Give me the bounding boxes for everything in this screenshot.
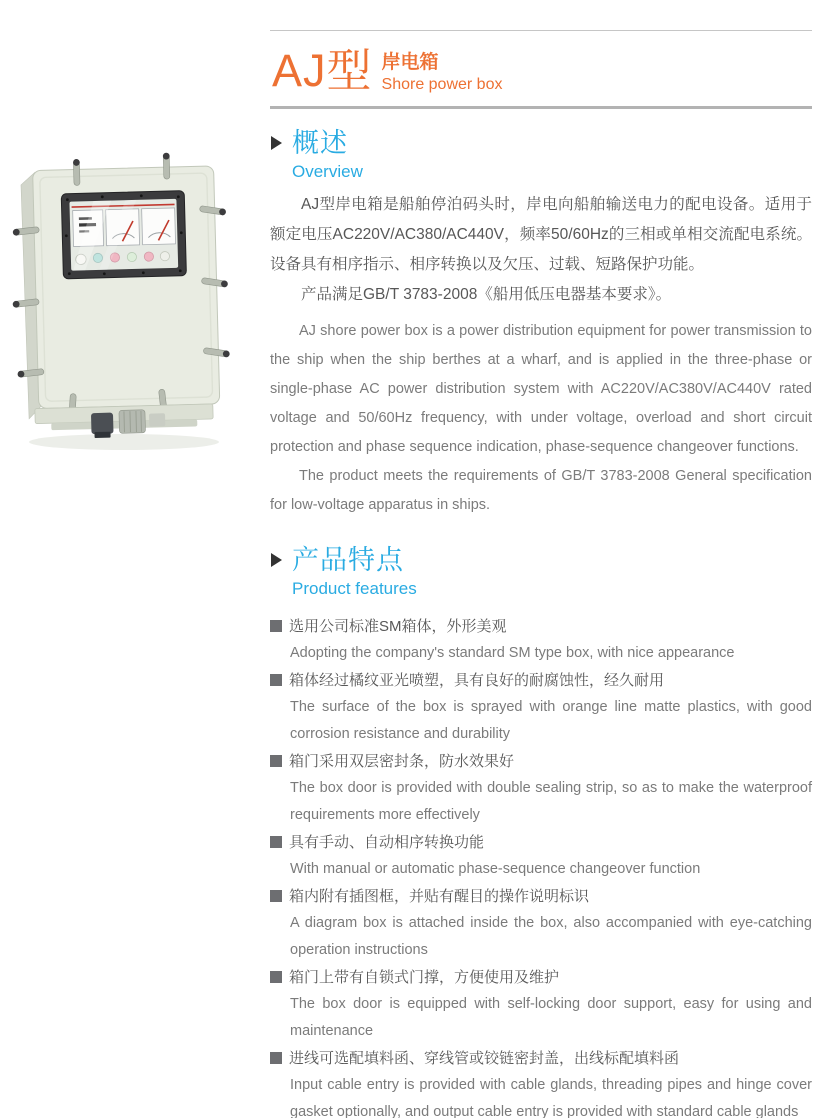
feature-list [270, 613, 812, 1118]
latch-clamp-icon [73, 159, 80, 186]
bullet-square-icon [270, 971, 282, 983]
feature-cn-line [270, 667, 812, 694]
product-subtitle-en: Shore power box [381, 76, 503, 93]
cable-gland-icon [91, 413, 114, 439]
gland-block [149, 413, 165, 426]
feature-cn-line [270, 829, 812, 856]
feature-en-text: Adopting the company's standard SM type box, with nice appearance [290, 645, 735, 661]
bullet-square-icon [270, 1052, 282, 1064]
feature-cn-line [270, 1045, 812, 1072]
feature-cn-text: 选用公司标准SM箱体，外形美观 [289, 618, 507, 635]
feature-en-text: A diagram box is attached inside the box, also accompanied with eye-catching operation instructions [290, 915, 812, 958]
feature-cn-text: 箱门采用双层密封条，防水效果好 [289, 753, 515, 770]
feature-en-text: With manual or automatic phase-sequence changeover function [290, 861, 701, 877]
section-arrow-icon [271, 553, 282, 567]
product-subtitle-cn: 岸电箱 [381, 52, 439, 73]
feature-cn-line [270, 883, 812, 910]
feature-item [270, 829, 812, 883]
feature-cn-text: 箱体经过橘纹亚光喷塑，具有良好的耐腐蚀性，经久耐用 [289, 672, 665, 689]
feature-item [270, 667, 812, 748]
feature-cn-line [270, 748, 812, 775]
product-photo [4, 132, 266, 466]
features-section-header [270, 545, 812, 599]
overview-en-paragraph: The product meets the requirements of GB/T 3783-2008 General specification for low-voltage apparatus in ships. [270, 468, 812, 513]
product-model-title: AJ型 [272, 45, 373, 96]
features-title-en: Product features [292, 579, 417, 598]
feature-cn-line [270, 964, 812, 991]
overview-cn-paragraphs [270, 190, 812, 310]
overview-cn-paragraph: 产品满足GB/T 3783-2008《船用低压电器基本要求》。 [301, 286, 672, 303]
top-divider [270, 30, 812, 31]
product-subtitle [382, 51, 503, 95]
analog-meter-icon [142, 208, 176, 245]
overview-en-paragraphs [270, 317, 812, 520]
feature-en-text: The box door is equipped with self-locking door support, easy for using and maintenance [290, 996, 812, 1039]
feature-cn-text: 进线可选配填料函、穿线管或铰链密封盖，出线标配填料函 [289, 1050, 680, 1067]
feature-item [270, 964, 812, 1045]
cable-gland-icon [119, 410, 146, 434]
features-title-cn: 产品特点 [292, 545, 404, 575]
feature-cn-text: 箱内附有插图框，并贴有醒目的操作说明标识 [289, 888, 590, 905]
features-section [270, 545, 812, 1118]
main-content [270, 128, 812, 1118]
feature-cn-text: 箱门上带有自锁式门撑，方便使用及维护 [289, 969, 560, 986]
overview-section-header [270, 128, 812, 182]
feature-cn-text: 具有手动、自动相序转换功能 [289, 834, 485, 851]
latch-clamp-icon [163, 153, 170, 180]
page-header [272, 42, 502, 100]
shadow [29, 434, 219, 450]
feature-cn-line [270, 613, 812, 640]
header-divider [270, 106, 812, 109]
bullet-square-icon [270, 836, 282, 848]
feature-item [270, 748, 812, 829]
bullet-square-icon [270, 755, 282, 767]
feature-item [270, 1045, 812, 1118]
feature-en-text: The surface of the box is sprayed with orange line matte plastics, with good corrosion resistance and durability [290, 699, 812, 742]
bullet-square-icon [270, 890, 282, 902]
meter-window [61, 191, 186, 279]
feature-item [270, 883, 812, 964]
bullet-square-icon [270, 674, 282, 686]
overview-cn-paragraph: AJ型岸电箱是船舶停泊码头时，岸电向船舶输送电力的配电设备。适用于额定电压AC220V/AC380/AC440V，频率50/60Hz的三相或单相交流配电系统。设备具有相序指示、相序转换以及欠压、过载、短路保护功能。 [270, 196, 812, 273]
bullet-square-icon [270, 620, 282, 632]
overview-title-en: Overview [292, 162, 363, 181]
section-arrow-icon [271, 136, 282, 150]
shore-power-box-illustration [4, 132, 266, 466]
feature-en-text: Input cable entry is provided with cable glands, threading pipes and hinge cover gasket optionally, and output cable entry is provided with standard cable glands [290, 1077, 812, 1118]
overview-en-paragraph: AJ shore power box is a power distribution equipment for power transmission to the ship when the ship berthes at a wharf, and is applied in the three-phase or single-phase AC power distribution system with AC220V/AC380V/AC440V rated voltage and 50/60Hz frequency, with under voltage, overload and short circuit protection and phase sequence indication, phase-sequence changeover functions. [270, 323, 812, 455]
feature-item [270, 613, 812, 667]
feature-en-text: The box door is provided with double sealing strip, so as to make the waterproof requirements more effectively [290, 780, 812, 823]
overview-title-cn: 概述 [292, 128, 348, 158]
